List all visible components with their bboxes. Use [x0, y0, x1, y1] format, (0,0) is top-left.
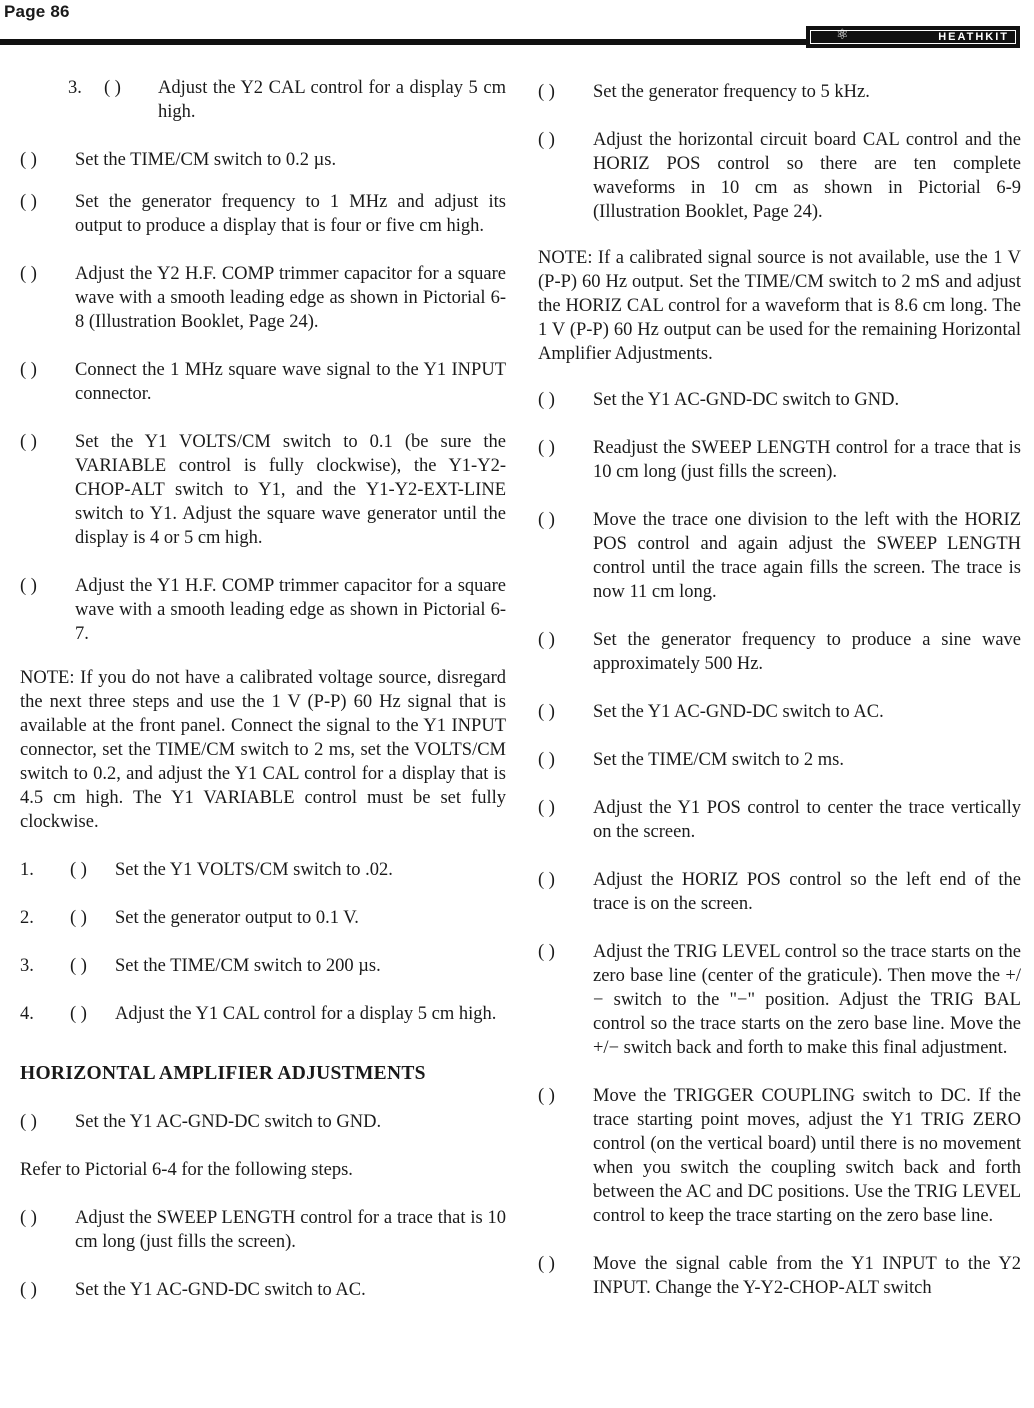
checkbox[interactable]: ( )	[70, 956, 87, 976]
step-y2-cal	[20, 76, 506, 124]
step-item	[538, 1084, 1021, 1228]
step-text: Adjust the Y1 H.F. COMP trimmer capacitor for a square wave with a smooth leading edge as shown in Pictorial 6-7.	[75, 576, 506, 644]
step-text: Move the TRIGGER COUPLING switch to DC. If the trace starting point moves, adjust the Y1 TRIG ZERO control (on the vertical board) until there is no movement when you switch the coupling switch back and forth between the AC and DC positions. Use the TRIG LEVEL control to keep the trace starting on the zero base line.	[593, 1086, 1021, 1226]
checkbox[interactable]: ( )	[70, 1004, 87, 1024]
step-text: Set the TIME/CM switch to 2 ms.	[593, 750, 844, 770]
step-item	[538, 508, 1021, 604]
step-text: Connect the 1 MHz square wave signal to the Y1 INPUT connector.	[75, 360, 506, 404]
checkbox[interactable]: ( )	[70, 908, 87, 928]
step-text: Adjust the TRIG LEVEL control so the trace starts on the zero base line (center of the graticule). Then move the +/− switch to the "−" position. Adjust the TRIG BAL control so the trace starts on the zero base line. Move the +/− switch back and forth to make this final adjustment.	[593, 942, 1021, 1058]
step-text: Set the Y1 VOLTS/CM switch to .02.	[115, 860, 393, 880]
step-item	[538, 748, 1021, 772]
right-column	[538, 76, 1021, 1300]
step-item	[538, 796, 1021, 844]
step-item	[538, 628, 1021, 676]
checkbox[interactable]: ( )	[538, 798, 555, 818]
checkbox[interactable]: ( )	[20, 576, 37, 596]
step-item	[538, 128, 1021, 224]
section-heading: HORIZONTAL AMPLIFIER ADJUSTMENTS	[20, 1063, 426, 1084]
step-text: Set the TIME/CM switch to 0.2 µs.	[75, 150, 337, 170]
checkbox[interactable]: ( )	[538, 82, 555, 102]
step-item	[538, 80, 1021, 104]
brand-logo	[806, 26, 1020, 48]
step-text: Move the trace one division to the left with the HORIZ POS control and again adjust the SWEEP LENGTH control until the trace again fills the screen. The trace is now 11 cm long.	[593, 510, 1021, 602]
step-item	[20, 574, 506, 646]
checkbox[interactable]: ( )	[20, 1280, 37, 1300]
step-item	[20, 1110, 506, 1134]
checkbox[interactable]: ( )	[538, 630, 555, 650]
step-text: Readjust the SWEEP LENGTH control for a trace that is 10 cm long (just fills the screen).	[593, 438, 1021, 482]
step-text: Set the generator frequency to 5 kHz.	[593, 82, 870, 102]
step-text: Set the generator output to 0.1 V.	[115, 908, 359, 928]
checkbox[interactable]: ( )	[20, 150, 37, 170]
step-item	[538, 868, 1021, 916]
step-text: Adjust the Y2 CAL control for a display 5 cm high.	[158, 78, 506, 122]
checkbox[interactable]: ( )	[538, 390, 555, 410]
step-item	[538, 388, 1021, 412]
step-item	[20, 1278, 506, 1302]
step-item	[538, 1252, 1021, 1300]
step-text: Set the Y1 AC-GND-DC switch to AC.	[593, 702, 884, 722]
checkbox[interactable]: ( )	[538, 438, 555, 458]
step-item	[20, 430, 506, 550]
checkbox[interactable]: ( )	[538, 702, 555, 722]
step-text: Adjust the HORIZ POS control so the left end of the trace is on the screen.	[593, 870, 1021, 914]
checkbox[interactable]: ( )	[538, 870, 555, 890]
note-paragraph: NOTE: If you do not have a calibrated voltage source, disregard the next three steps and use the 1 V (P-P) 60 Hz signal that is available at the front panel. Connect the signal to the Y1 INPUT connector, set the TIME/CM switch to 2 ms, set the VOLTS/CM switch to 0.2, and adjust the Y1 CAL control for a display that is 4.5 cm high. The Y1 VARIABLE control must be set fully clockwise.	[20, 668, 506, 832]
step-item	[538, 700, 1021, 724]
checkbox[interactable]: ( )	[20, 1112, 37, 1132]
sub-step	[20, 1002, 506, 1026]
checkbox[interactable]: ( )	[20, 264, 37, 284]
sub-step	[20, 954, 506, 978]
refer-text: Refer to Pictorial 6-4 for the following steps.	[20, 1160, 353, 1180]
sub-step	[20, 858, 506, 882]
checkbox[interactable]: ( )	[20, 360, 37, 380]
checkbox[interactable]: ( )	[20, 192, 37, 212]
step-number: 3.	[20, 956, 34, 976]
step-item	[538, 940, 1021, 1060]
step-text: Move the signal cable from the Y1 INPUT to the Y2 INPUT. Change the Y-Y2-CHOP-ALT switch	[593, 1254, 1021, 1298]
step-text: Adjust the Y1 POS control to center the trace vertically on the screen.	[593, 798, 1021, 842]
note-paragraph: NOTE: If a calibrated signal source is not available, use the 1 V (P-P) 60 Hz output. Set the TIME/CM switch to 2 mS and adjust the HORIZ CAL control for a waveform that is 8.6 cm long. The 1 V (P-P) 60 Hz output can be used for the remaining Horizontal Amplifier Adjustments.	[538, 248, 1021, 364]
step-item	[20, 1206, 506, 1254]
left-column	[20, 76, 506, 1302]
step-text: Set the Y1 AC-GND-DC switch to GND.	[593, 390, 900, 410]
step-number: 2.	[20, 908, 34, 928]
page-number: Page 86	[4, 2, 70, 21]
step-item	[538, 436, 1021, 484]
step-text: Set the Y1 AC-GND-DC switch to GND.	[75, 1112, 382, 1132]
step-text: Set the generator frequency to produce a sine wave approximately 500 Hz.	[593, 630, 1021, 674]
step-item	[20, 358, 506, 406]
step-number: 3.	[68, 78, 82, 98]
step-item	[20, 190, 506, 238]
brand-name: HEATHKIT	[938, 31, 1009, 43]
step-item	[20, 148, 506, 172]
step-text: Adjust the horizontal circuit board CAL control and the HORIZ POS control so there are ten complete waveforms in 10 cm as shown in Pictorial 6-9 (Illustration Booklet, Page 24).	[593, 130, 1021, 222]
step-text: Set the generator frequency to 1 MHz and adjust its output to produce a display that is four or five cm high.	[75, 192, 506, 236]
step-text: Adjust the Y1 CAL control for a display 5 cm high.	[115, 1004, 497, 1024]
checkbox[interactable]: ( )	[538, 1086, 555, 1106]
checkbox[interactable]: ( )	[20, 1208, 37, 1228]
checkbox[interactable]: ( )	[20, 432, 37, 452]
sub-step	[20, 906, 506, 930]
step-text: Set the Y1 AC-GND-DC switch to AC.	[75, 1280, 366, 1300]
atom-icon: ⚛	[836, 28, 849, 43]
header-rule	[0, 39, 810, 45]
checkbox[interactable]: ( )	[538, 750, 555, 770]
step-text: Adjust the SWEEP LENGTH control for a trace that is 10 cm long (just fills the screen).	[75, 1208, 506, 1252]
checkbox[interactable]: ( )	[538, 1254, 555, 1274]
checkbox[interactable]: ( )	[538, 130, 555, 150]
step-text: Set the TIME/CM switch to 200 µs.	[115, 956, 381, 976]
checkbox[interactable]: ( )	[70, 860, 87, 880]
step-text: Adjust the Y2 H.F. COMP trimmer capacitor for a square wave with a smooth leading edge as shown in Pictorial 6-8 (Illustration Booklet, Page 24).	[75, 264, 506, 332]
step-number: 4.	[20, 1004, 34, 1024]
step-text: Set the Y1 VOLTS/CM switch to 0.1 (be sure the VARIABLE control is fully clockwise), the Y1-Y2-CHOP-ALT switch to Y1, and the Y1-Y2-EXT-LINE switch to Y1. Adjust the square wave generator until the display is 4 or 5 cm high.	[75, 432, 506, 548]
step-number: 1.	[20, 860, 34, 880]
step-item	[20, 262, 506, 334]
checkbox[interactable]: ( )	[538, 942, 555, 962]
checkbox[interactable]: ( )	[538, 510, 555, 530]
checkbox[interactable]: ( )	[104, 78, 121, 98]
